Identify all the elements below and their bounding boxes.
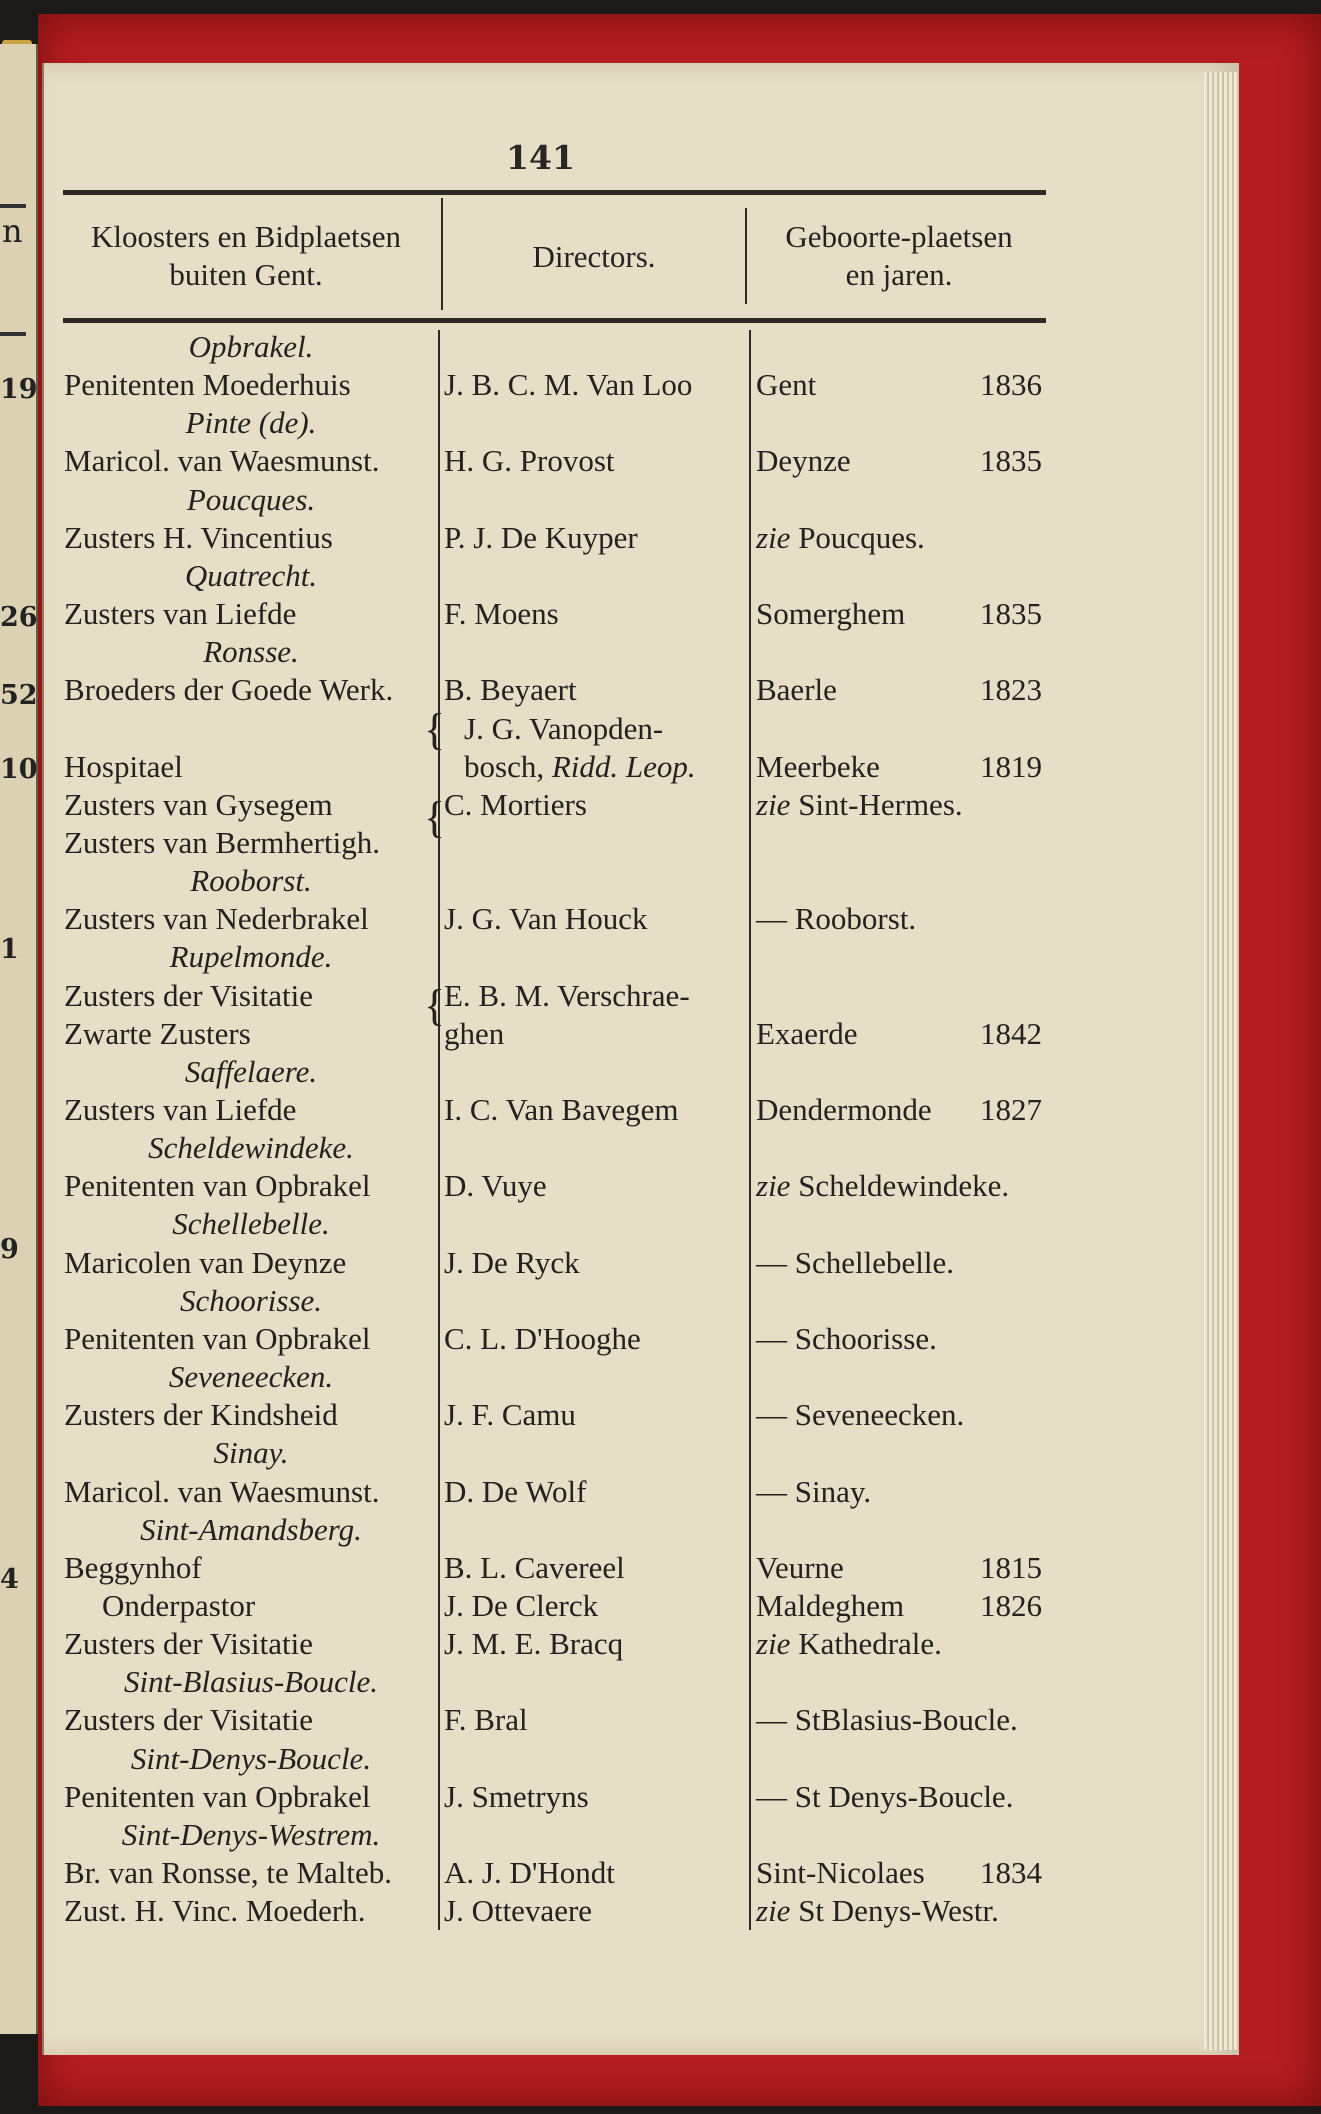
institution-name: Zusters der Visitatie xyxy=(64,1702,313,1738)
institution-name: Zusters van Gysegem xyxy=(64,786,333,822)
place-heading: Sint-Denys-Westrem. xyxy=(121,1816,381,1852)
table-row xyxy=(0,1625,1321,1663)
table-row xyxy=(0,1167,1321,1205)
column-divider xyxy=(749,330,751,1930)
director-name: E. B. M. Verschrae- xyxy=(444,977,690,1013)
table-row xyxy=(0,1244,1321,1282)
birthplace: zie Poucques. xyxy=(756,519,925,555)
place-heading: Opbrakel. xyxy=(188,329,314,364)
director-name: J. Ottevaere xyxy=(444,1893,593,1929)
table-row xyxy=(0,710,1321,748)
table-row xyxy=(0,1778,1321,1816)
birthplace: zie Kathedrale. xyxy=(756,1626,942,1662)
table-row xyxy=(0,977,1321,1015)
birthplace: — Rooborst. xyxy=(756,901,917,937)
table-row xyxy=(0,671,1321,709)
institution-name: Penitenten Moederhuis xyxy=(64,367,351,403)
header-col1-line: Kloosters en Bidplaetsen xyxy=(91,219,401,254)
birth-year: 1823 xyxy=(980,672,1042,708)
director-name: A. J. D'Hondt xyxy=(444,1855,615,1890)
birth-year: 1819 xyxy=(980,748,1042,784)
birth-year: 1826 xyxy=(980,1587,1042,1623)
birthplace: Baerle xyxy=(756,672,837,708)
place-heading: Pinte (de). xyxy=(185,405,317,441)
margin-number: 4 xyxy=(0,1564,19,1595)
birthplace: — Sinay. xyxy=(756,1473,872,1509)
zie-label: zie xyxy=(756,1168,799,1204)
institution-name: Maricolen van Deynze xyxy=(64,1244,347,1280)
director-title: Ridd. Leop. xyxy=(551,748,696,784)
zie-label: zie xyxy=(756,786,799,822)
brace: { xyxy=(424,981,446,1030)
director-name: F. Moens xyxy=(444,596,559,632)
director-name: J. G. Vanopden- xyxy=(464,710,664,746)
director-name: J. De Clerck xyxy=(444,1587,599,1623)
place-heading: Seveneecken. xyxy=(168,1359,334,1395)
margin-number: 19 xyxy=(0,374,38,405)
place-heading: Ronsse. xyxy=(203,634,299,670)
place-heading: Rooborst. xyxy=(190,863,312,899)
birthplace: — Schellebelle. xyxy=(756,1244,954,1280)
table-row xyxy=(0,1320,1321,1358)
margin-fragment: n xyxy=(2,212,23,250)
brace: { xyxy=(424,793,446,842)
director-name: ghen xyxy=(444,1015,505,1051)
birthplace: Somerghem xyxy=(756,596,906,632)
director-name: J. M. E. Bracq xyxy=(444,1626,624,1662)
institution-name: Hospitael xyxy=(64,748,183,784)
place-heading: Schellebelle. xyxy=(172,1206,330,1242)
institution-name: Br. van Ronsse, te Malteb. xyxy=(64,1855,393,1890)
table-row xyxy=(0,519,1321,557)
table-row xyxy=(0,1549,1321,1587)
margin-number: 9 xyxy=(0,1234,19,1265)
director-name: J. B. C. M. Van Loo xyxy=(444,367,693,403)
header-col3 xyxy=(752,218,1046,294)
zie-label: zie xyxy=(756,1626,799,1662)
director-name: J. De Ryck xyxy=(444,1244,580,1280)
institution-name: Zusters der Visitatie xyxy=(64,1626,313,1662)
birthplace: — StBlasius-Boucle. xyxy=(756,1702,1018,1738)
column-divider xyxy=(438,330,440,1930)
institution-name: Zusters van Liefde xyxy=(64,596,297,632)
director-name: B. Beyaert xyxy=(444,672,577,708)
birthplace: zie Sint-Hermes. xyxy=(756,786,963,822)
table-row xyxy=(0,1396,1321,1434)
place-heading: Quatrecht. xyxy=(184,557,318,593)
place-heading: Schoorisse. xyxy=(179,1282,323,1318)
birthplace: zie Scheldewindeke. xyxy=(756,1168,1010,1204)
institution-name: Zusters van Liefde xyxy=(64,1092,297,1127)
table-row xyxy=(0,786,1321,824)
birthplace: Exaerde xyxy=(756,1015,858,1051)
top-rule xyxy=(63,190,1046,195)
birthplace: Gent xyxy=(756,367,817,403)
director-name: bosch, Ridd. Leop. xyxy=(464,748,696,784)
table-row xyxy=(0,1701,1321,1739)
institution-name: Zust. H. Vinc. Moederh. xyxy=(64,1893,366,1929)
table-row xyxy=(0,824,1321,862)
birth-year: 1835 xyxy=(980,596,1042,632)
place-heading: Saffelaere. xyxy=(184,1053,318,1089)
institution-name: Zusters der Visitatie xyxy=(64,977,313,1013)
margin-number: 10 xyxy=(0,754,38,785)
director-name: F. Bral xyxy=(444,1702,528,1738)
director-name: I. C. Van Bavegem xyxy=(444,1092,679,1127)
place-heading: Rupelmonde. xyxy=(169,939,333,975)
director-name: J. Smetryns xyxy=(444,1778,589,1814)
zie-label: zie xyxy=(756,1893,799,1929)
institution-name: Onderpastor xyxy=(102,1587,256,1623)
birthplace: — Schoorisse. xyxy=(756,1320,937,1356)
table-row xyxy=(0,1587,1321,1625)
table-row xyxy=(0,595,1321,633)
birthplace: Veurne xyxy=(756,1549,844,1585)
birthplace: zie St Denys-Westr. xyxy=(756,1893,999,1929)
birth-year: 1835 xyxy=(980,443,1042,479)
place-heading: Scheldewindeke. xyxy=(148,1130,354,1166)
birthplace: Dendermonde xyxy=(756,1092,932,1127)
table-row xyxy=(0,1892,1321,1930)
page-number: 141 xyxy=(506,138,575,177)
birth-year: 1834 xyxy=(980,1855,1042,1890)
table-row xyxy=(0,1091,1321,1129)
institution-name: Maricol. van Waesmunst. xyxy=(64,443,380,479)
place-heading: Sint-Amandsberg. xyxy=(140,1511,362,1547)
birth-year: 1827 xyxy=(980,1092,1042,1127)
institution-name: Zusters der Kindsheid xyxy=(64,1397,338,1433)
birthplace: Deynze xyxy=(756,443,851,479)
margin-rule xyxy=(0,204,26,208)
margin-number: 52 xyxy=(0,680,38,711)
table-row xyxy=(0,1473,1321,1511)
zie-label: zie xyxy=(756,519,799,555)
table-row xyxy=(0,366,1321,404)
director-name: D. Vuye xyxy=(444,1168,547,1204)
institution-name: Penitenten van Opbrakel xyxy=(64,1778,371,1814)
column-divider xyxy=(745,208,747,304)
column-divider xyxy=(441,198,443,310)
place-heading: Sinay. xyxy=(213,1435,289,1471)
brace: { xyxy=(424,705,446,754)
director-name: D. De Wolf xyxy=(444,1473,587,1509)
margin-number: 1 xyxy=(0,934,19,965)
place-heading: Sint-Denys-Boucle. xyxy=(130,1740,372,1776)
director-name: B. L. Cavereel xyxy=(444,1549,625,1585)
header-col3-line: en jaren. xyxy=(845,257,953,292)
margin-number: 26 xyxy=(0,602,38,633)
director-name: H. G. Provost xyxy=(444,443,615,479)
director-name: C. L. D'Hooghe xyxy=(444,1320,641,1356)
header-rule xyxy=(63,318,1046,323)
birth-year: 1815 xyxy=(980,1549,1042,1585)
institution-name: Zusters H. Vincentius xyxy=(64,519,333,555)
header-col1-line: buiten Gent. xyxy=(169,257,323,292)
birthplace: — Seveneecken. xyxy=(756,1397,965,1433)
place-heading: Poucques. xyxy=(186,481,316,517)
institution-name: Beggynhof xyxy=(64,1549,202,1585)
institution-name: Maricol. van Waesmunst. xyxy=(64,1473,380,1509)
table-row xyxy=(0,748,1321,786)
director-name: P. J. De Kuyper xyxy=(444,519,638,555)
institution-name: Zwarte Zusters xyxy=(64,1015,251,1051)
header-col3-line: Geboorte-plaetsen xyxy=(785,219,1013,254)
director-name: J. F. Camu xyxy=(444,1397,576,1433)
institution-name: Broeders der Goede Werk. xyxy=(64,672,394,708)
institution-name: Zusters van Nederbrakel xyxy=(64,901,369,937)
table-row xyxy=(0,900,1321,938)
institution-name: Zusters van Bermhertigh. xyxy=(64,824,380,860)
birthplace: Sint-Nicolaes xyxy=(756,1855,925,1890)
table-row xyxy=(0,1015,1321,1053)
birth-year: 1836 xyxy=(980,367,1042,403)
institution-name: Penitenten van Opbrakel xyxy=(64,1320,371,1356)
table-row xyxy=(0,442,1321,480)
birth-year: 1842 xyxy=(980,1015,1042,1051)
place-heading: Sint-Blasius-Boucle. xyxy=(124,1664,378,1700)
institution-name: Penitenten van Opbrakel xyxy=(64,1168,371,1204)
margin-rule xyxy=(0,332,26,336)
director-name: J. G. Van Houck xyxy=(444,901,648,937)
birthplace: — St Denys-Boucle. xyxy=(756,1778,1014,1814)
director-name: C. Mortiers xyxy=(444,786,587,822)
birthplace: Meerbeke xyxy=(756,748,880,784)
birthplace: Maldeghem xyxy=(756,1587,905,1623)
table-row xyxy=(0,1854,1321,1892)
header-col2: Directors. xyxy=(532,239,656,274)
header-col1 xyxy=(58,218,434,294)
